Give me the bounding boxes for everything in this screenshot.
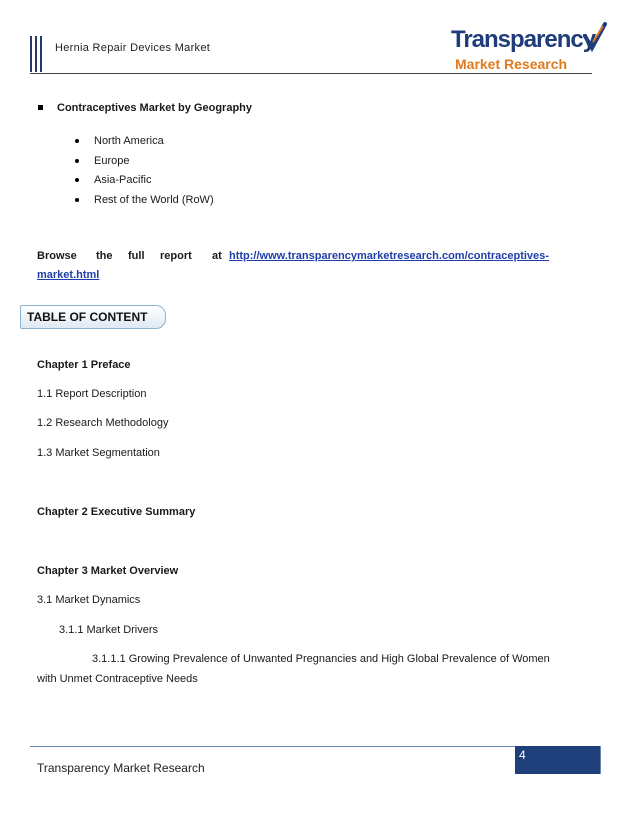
toc-chapter: Chapter 1 Preface (37, 359, 131, 371)
toc-chapter: Chapter 3 Market Overview (37, 565, 179, 577)
footer-company: Transparency Market Research (37, 761, 205, 775)
logo-text-secondary: Market Research (455, 56, 568, 72)
geography-heading: Contraceptives Market by Geography (57, 102, 253, 114)
list-item: Europe (94, 155, 130, 167)
report-link[interactable]: http://www.transparencymarketresearch.com/contraceptives- (229, 250, 549, 262)
toc-subsection: 3.1.1 Market Drivers (59, 624, 159, 636)
toc-subsubsection: 3.1.1.1 Growing Prevalence of Unwanted Pregnancies and High Global Prevalence of Women (92, 653, 550, 665)
toc-section: 1.2 Research Methodology (37, 417, 169, 429)
browse-word: Browse (37, 250, 77, 262)
browse-word: report (160, 250, 192, 262)
header-ornament (30, 36, 46, 72)
list-item: North America (94, 135, 164, 147)
toc-section: 1.1 Report Description (37, 388, 147, 400)
toc-heading-box (20, 305, 166, 329)
bullet-icon (75, 159, 79, 163)
list-item: Rest of the World (RoW) (94, 194, 214, 206)
header-title: Hernia Repair Devices Market (55, 42, 211, 54)
toc-section: 3.1 Market Dynamics (37, 594, 141, 606)
browse-word: at (212, 250, 222, 262)
browse-word: the (96, 250, 113, 262)
company-logo (445, 20, 615, 76)
checkmark-icon (583, 22, 607, 52)
browse-word: full (128, 250, 145, 262)
bullet-icon (75, 198, 79, 202)
page-number-box (515, 746, 601, 774)
list-item: Asia-Pacific (94, 174, 152, 186)
toc-chapter: Chapter 2 Executive Summary (37, 506, 196, 518)
square-bullet-icon (38, 105, 43, 110)
logo-text-primary: Transparency (451, 26, 596, 53)
report-link-continued[interactable]: market.html (37, 269, 100, 281)
toc-heading: TABLE OF CONTENT (27, 310, 148, 324)
bullet-icon (75, 139, 79, 143)
page-number: 4 (519, 748, 526, 762)
toc-subsubsection-continued: with Unmet Contraceptive Needs (37, 673, 198, 685)
bullet-icon (75, 178, 79, 182)
toc-section: 1.3 Market Segmentation (37, 447, 160, 459)
